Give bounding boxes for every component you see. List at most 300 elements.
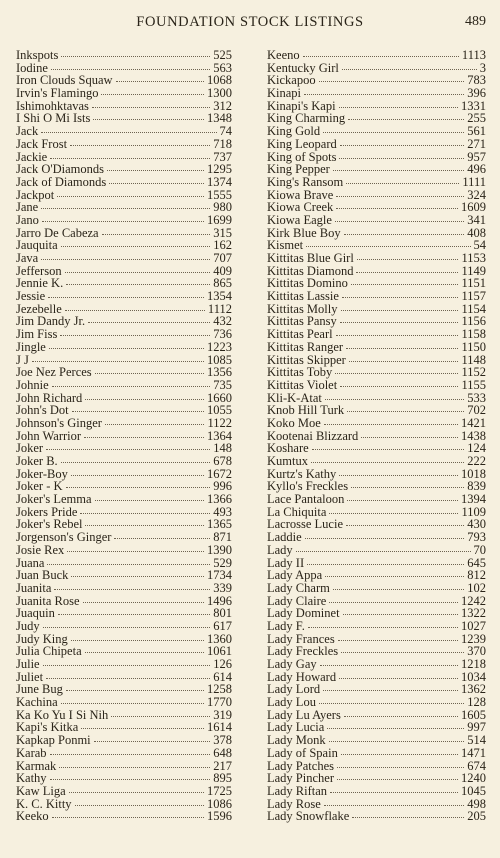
listing-name: June Bug: [16, 682, 63, 697]
dot-leader: [339, 678, 458, 679]
dot-leader: [67, 551, 204, 552]
listing-number: 378: [213, 733, 232, 748]
listing-name: Kiowa Eagle: [267, 212, 332, 227]
listing-name: Julie: [16, 657, 40, 671]
dot-leader: [348, 119, 464, 120]
listing-number: 812: [467, 568, 486, 583]
listing-row: [16, 379, 232, 392]
right-column-listing: [267, 49, 486, 823]
listing-number: 498: [467, 796, 486, 811]
listing-number: 1158: [461, 327, 486, 342]
listing-row: [267, 810, 486, 823]
listing-number: 1223: [207, 339, 232, 354]
dot-leader: [336, 208, 458, 209]
dot-leader: [69, 792, 204, 793]
listing-name: Karab: [16, 745, 47, 760]
listing-number: 980: [213, 200, 232, 215]
listing-name: Lady Pincher: [267, 771, 334, 786]
listing-row: [267, 455, 486, 468]
listing-row: [267, 493, 486, 506]
listing-row: [16, 760, 232, 773]
listing-number: 341: [467, 212, 486, 227]
listing-row: [16, 531, 232, 544]
dot-leader: [61, 462, 211, 463]
listing-number: 408: [467, 225, 486, 240]
dot-leader: [60, 335, 210, 336]
dot-leader: [329, 602, 458, 603]
listing-name: Kinapi: [267, 86, 302, 101]
listing-number: 1300: [207, 86, 232, 101]
listing-name: Kittitas Molly: [267, 301, 338, 316]
dot-leader: [71, 640, 204, 641]
dot-leader: [343, 614, 458, 615]
listing-number: 614: [213, 669, 232, 684]
listing-number: 1111: [462, 174, 486, 189]
listing-row: [16, 328, 232, 341]
listing-name: Inkspots: [16, 48, 59, 62]
listing-name: Kapi's Kitka: [16, 720, 79, 735]
listing-number: 70: [473, 542, 486, 557]
listing-number: 1155: [461, 377, 486, 392]
listing-name: Kentucky Girl: [267, 60, 339, 75]
dot-leader: [330, 792, 458, 793]
listing-name: Joker's Lemma: [16, 492, 92, 507]
listing-number: 1348: [207, 111, 232, 126]
listing-number: 339: [213, 580, 232, 595]
listing-name: Ka Ko Yu I Si Nih: [16, 707, 109, 722]
listing-number: 529: [213, 555, 232, 570]
dot-leader: [107, 170, 204, 171]
listing-number: 1725: [207, 783, 232, 798]
listing-row: [267, 176, 486, 189]
listing-number: 895: [213, 771, 232, 786]
dot-leader: [70, 145, 210, 146]
listing-number: 1605: [461, 707, 486, 722]
listing-name: Jezebelle: [16, 301, 62, 316]
listing-number: 525: [213, 48, 232, 62]
dot-leader: [54, 589, 210, 590]
dot-leader: [116, 81, 204, 82]
listing-number: 255: [467, 111, 486, 126]
dot-leader: [340, 322, 459, 323]
dot-leader: [46, 678, 210, 679]
listing-name: Iron Clouds Squaw: [16, 73, 113, 88]
listing-name: Jack: [16, 124, 39, 139]
listing-name: Juanita: [16, 580, 52, 595]
dot-leader: [304, 94, 464, 95]
listing-name: Joker: [16, 441, 44, 456]
listing-number: 1027: [461, 618, 486, 633]
dot-leader: [48, 297, 204, 298]
dot-leader: [114, 538, 210, 539]
listing-number: 563: [213, 60, 232, 75]
listing-number: 617: [213, 618, 232, 633]
listing-row: [267, 366, 486, 379]
listing-number: 128: [467, 695, 486, 710]
dot-leader: [327, 728, 464, 729]
listing-name: Lace Pantaloon: [267, 492, 345, 507]
listing-row: [267, 658, 486, 671]
listing-name: Jessie: [16, 289, 46, 304]
listing-name: Lady Dominet: [267, 606, 340, 621]
listing-number: 1061: [207, 644, 232, 659]
listing-row: [16, 290, 232, 303]
listing-name: Kli-K-Atat: [267, 390, 322, 405]
listing-number: 674: [467, 758, 486, 773]
dot-leader: [75, 805, 204, 806]
listing-number: 1113: [461, 48, 486, 62]
dot-leader: [324, 805, 464, 806]
dot-leader: [338, 640, 458, 641]
dot-leader: [52, 817, 204, 818]
dot-leader: [323, 132, 464, 133]
listing-number: 1153: [461, 251, 486, 265]
listing-name: Keeko: [16, 809, 49, 824]
dot-leader: [352, 817, 464, 818]
listing-row: [267, 214, 486, 227]
dot-leader: [41, 208, 210, 209]
listing-name: La Chiquita: [267, 504, 327, 519]
listing-name: Jauquita: [16, 238, 58, 253]
listing-row: [267, 531, 486, 544]
dot-leader: [351, 284, 459, 285]
listing-number: 1362: [461, 682, 486, 697]
listing-name: Jokers Pride: [16, 504, 78, 519]
listing-row: [267, 379, 486, 392]
listing-number: 1438: [461, 428, 486, 443]
listing-row: [16, 189, 232, 202]
listing-name: Lady Patches: [267, 758, 334, 773]
listing-name: Lady Claire: [267, 593, 327, 608]
listing-row: [16, 734, 232, 747]
listing-row: [16, 772, 232, 785]
dot-leader: [337, 767, 464, 768]
listing-name: Koshare: [267, 441, 309, 456]
listing-row: [16, 252, 232, 265]
listing-name: Kathy: [16, 771, 47, 786]
listing-name: Joker - K: [16, 479, 63, 494]
dot-leader: [61, 246, 211, 247]
listing-name: Kittitas Toby: [267, 365, 333, 380]
listing-number: 1240: [461, 771, 486, 786]
listing-number: 1018: [461, 466, 486, 481]
listing-row: [16, 417, 232, 430]
listing-number: 493: [213, 504, 232, 519]
listing-name: King Gold: [267, 124, 321, 139]
listing-row: [267, 328, 486, 341]
dot-leader: [340, 386, 458, 387]
dot-leader: [349, 361, 459, 362]
listing-row: [267, 620, 486, 633]
dot-leader: [342, 297, 459, 298]
listing-number: 409: [213, 263, 232, 278]
listing-name: Lady Riftan: [267, 783, 328, 798]
listing-name: Knob Hill Turk: [267, 403, 345, 418]
listing-name: Kittitas Blue Girl: [267, 251, 354, 265]
listing-number: 1365: [207, 517, 232, 532]
listing-row: [16, 163, 232, 176]
listing-row: [267, 785, 486, 798]
listing-number: 1239: [461, 631, 486, 646]
dot-leader: [57, 196, 204, 197]
listing-name: Joker-Boy: [16, 466, 68, 481]
listing-name: Jingle: [16, 339, 46, 354]
dot-leader: [342, 69, 477, 70]
listing-number: 1156: [461, 314, 486, 329]
listing-number: 1322: [461, 606, 486, 621]
dot-leader: [341, 310, 459, 311]
listing-number: 1112: [207, 301, 232, 316]
listing-number: 432: [213, 314, 232, 329]
listing-name: Kittitas Pearl: [267, 327, 333, 342]
listing-number: 1699: [207, 212, 232, 227]
listing-name: Jackpot: [16, 187, 55, 202]
listing-number: 54: [473, 238, 486, 253]
listing-number: 736: [213, 327, 232, 342]
listing-number: 533: [467, 390, 486, 405]
dot-leader: [80, 513, 210, 514]
dot-leader: [333, 589, 464, 590]
listing-number: 735: [213, 377, 232, 392]
dot-leader: [95, 500, 205, 501]
listing-number: 1150: [461, 339, 486, 354]
listing-row: [16, 696, 232, 709]
listing-name: Kyllo's Freckles: [267, 479, 349, 494]
dot-leader: [356, 272, 458, 273]
listing-number: 957: [467, 149, 486, 164]
dot-leader: [32, 361, 204, 362]
listing-name: Joker's Rebel: [16, 517, 83, 532]
listing-name: Kittitas Ranger: [267, 339, 344, 354]
dot-leader: [312, 449, 465, 450]
dot-leader: [81, 728, 204, 729]
listing-number: 1045: [461, 783, 486, 798]
dot-leader: [305, 538, 465, 539]
dot-leader: [344, 716, 458, 717]
listing-name: Juanita Rose: [16, 593, 80, 608]
dot-leader: [41, 259, 210, 260]
listing-number: 1366: [207, 492, 232, 507]
listing-row: [267, 569, 486, 582]
dot-leader: [102, 234, 211, 235]
dot-leader: [308, 627, 458, 628]
listing-name: John Richard: [16, 390, 83, 405]
page-header: [0, 14, 500, 34]
dot-leader: [94, 741, 211, 742]
dot-leader: [361, 437, 458, 438]
listing-number: 1660: [207, 390, 232, 405]
left-column-listing: [16, 49, 232, 823]
listing-row: [16, 176, 232, 189]
dot-leader: [339, 475, 458, 476]
listing-name: Lady Charm: [267, 580, 330, 595]
listing-row: [16, 620, 232, 633]
listing-number: 1421: [461, 415, 486, 430]
listing-name: Jefferson: [16, 263, 62, 278]
listing-number: 707: [213, 251, 232, 265]
listing-name: Lady Lord: [267, 682, 321, 697]
dot-leader: [346, 525, 464, 526]
listing-number: 645: [467, 555, 486, 570]
dot-leader: [51, 69, 210, 70]
dot-leader: [306, 246, 470, 247]
listing-number: 737: [213, 149, 232, 164]
listing-row: [16, 112, 232, 125]
listing-number: 718: [213, 136, 232, 151]
dot-leader: [347, 500, 458, 501]
listing-name: Jackie: [16, 149, 48, 164]
listing-number: 1109: [461, 504, 486, 519]
listing-number: 217: [213, 758, 232, 773]
listing-name: Jorgenson's Ginger: [16, 530, 112, 545]
listing-name: Judy: [16, 618, 40, 633]
dot-leader: [344, 234, 465, 235]
listing-row: [16, 125, 232, 138]
listing-name: King of Spots: [267, 149, 337, 164]
dot-leader: [66, 487, 211, 488]
listing-number: 396: [467, 86, 486, 101]
listing-name: Kiowa Creek: [267, 200, 334, 215]
dot-leader: [346, 348, 458, 349]
listing-name: Juaquin: [16, 606, 55, 621]
listing-number: 561: [467, 124, 486, 139]
listing-number: 162: [213, 238, 232, 253]
listing-number: 370: [467, 644, 486, 659]
listing-row: [16, 645, 232, 658]
listing-number: 1364: [207, 428, 232, 443]
listing-row: [16, 747, 232, 760]
listing-number: 1609: [461, 200, 486, 215]
dot-leader: [43, 627, 211, 628]
listing-name: Jano: [16, 212, 39, 227]
listing-number: 1157: [461, 289, 486, 304]
listing-name: Kootenai Blizzard: [267, 428, 359, 443]
dot-leader: [65, 272, 211, 273]
listing-row: [16, 201, 232, 214]
listing-name: Lady Freckles: [267, 644, 339, 659]
listing-row: [16, 658, 232, 671]
listing-name: King Pepper: [267, 162, 330, 177]
dot-leader: [85, 525, 204, 526]
dot-leader: [71, 475, 204, 476]
dot-leader: [93, 119, 204, 120]
listing-name: Java: [16, 251, 39, 265]
dot-leader: [59, 767, 210, 768]
listing-number: 1471: [461, 745, 486, 760]
listing-row: [267, 582, 486, 595]
listing-number: 496: [467, 162, 486, 177]
listing-number: 102: [467, 580, 486, 595]
listing-row: [16, 582, 232, 595]
listing-name: Lady Snowflake: [267, 809, 350, 824]
dot-leader: [303, 56, 459, 57]
listing-number: 997: [467, 720, 486, 735]
listing-number: 1596: [207, 809, 232, 824]
listing-number: 3: [479, 60, 486, 75]
listing-name: Juana: [16, 555, 45, 570]
listing-number: 1614: [207, 720, 232, 735]
page-number: 489: [465, 14, 486, 29]
listing-number: 1148: [461, 352, 486, 367]
listing-name: Lady Howard: [267, 669, 337, 684]
listing-number: 430: [467, 517, 486, 532]
dot-leader: [101, 94, 204, 95]
listing-row: [16, 87, 232, 100]
dot-leader: [329, 741, 465, 742]
listing-name: Josie Rex: [16, 542, 65, 557]
dot-leader: [311, 462, 464, 463]
listing-row: [267, 125, 486, 138]
listing-name: Kirk Blue Boy: [267, 225, 341, 240]
dot-leader: [335, 221, 464, 222]
dot-leader: [319, 81, 465, 82]
listing-name: Kickapoo: [267, 73, 316, 88]
listing-name: Lady Lu Ayers: [267, 707, 341, 722]
listing-name: John Warrior: [16, 428, 82, 443]
dot-leader: [61, 56, 210, 57]
listing-row: [267, 544, 486, 557]
dot-leader: [336, 335, 459, 336]
listing-name: Keeno: [267, 48, 300, 62]
dot-leader: [105, 424, 205, 425]
listing-name: Irvin's Flamingo: [16, 86, 99, 101]
dot-leader: [341, 754, 458, 755]
listing-row: [16, 544, 232, 557]
dot-leader: [111, 716, 210, 717]
dot-leader: [43, 665, 211, 666]
listing-row: [16, 138, 232, 151]
listing-number: 1122: [207, 415, 232, 430]
listing-number: 1295: [207, 162, 232, 177]
listing-name: Kurtz's Kathy: [267, 466, 337, 481]
listing-row: [267, 772, 486, 785]
listing-name: Koko Moe: [267, 415, 321, 430]
dot-leader: [42, 221, 204, 222]
listing-number: 324: [467, 187, 486, 202]
dot-leader: [323, 690, 458, 691]
listing-number: 1218: [461, 657, 486, 671]
listing-name: Kiowa Brave: [267, 187, 334, 202]
listing-number: 1258: [207, 682, 232, 697]
dot-leader: [88, 322, 210, 323]
listing-number: 1242: [461, 593, 486, 608]
dot-leader: [329, 513, 458, 514]
listing-name: Juan Buck: [16, 568, 69, 583]
listing-name: Iodine: [16, 60, 48, 75]
listing-number: 1154: [461, 301, 486, 316]
dot-leader: [320, 665, 458, 666]
dot-leader: [95, 373, 204, 374]
dot-leader: [61, 703, 204, 704]
listing-number: 996: [213, 479, 232, 494]
listing-number: 315: [213, 225, 232, 240]
listing-name: Lady II: [267, 555, 305, 570]
listing-number: 312: [213, 98, 232, 113]
dot-leader: [339, 107, 458, 108]
listing-name: Jack Frost: [16, 136, 68, 151]
dot-leader: [325, 399, 464, 400]
listing-number: 1390: [207, 542, 232, 557]
listing-row: [267, 734, 486, 747]
dot-leader: [85, 399, 204, 400]
listing-number: 271: [467, 136, 486, 151]
dot-leader: [333, 170, 464, 171]
listing-number: 1555: [207, 187, 232, 202]
listing-number: 783: [467, 73, 486, 88]
dot-leader: [92, 107, 210, 108]
listing-number: 148: [213, 441, 232, 456]
listing-number: 205: [467, 809, 486, 824]
